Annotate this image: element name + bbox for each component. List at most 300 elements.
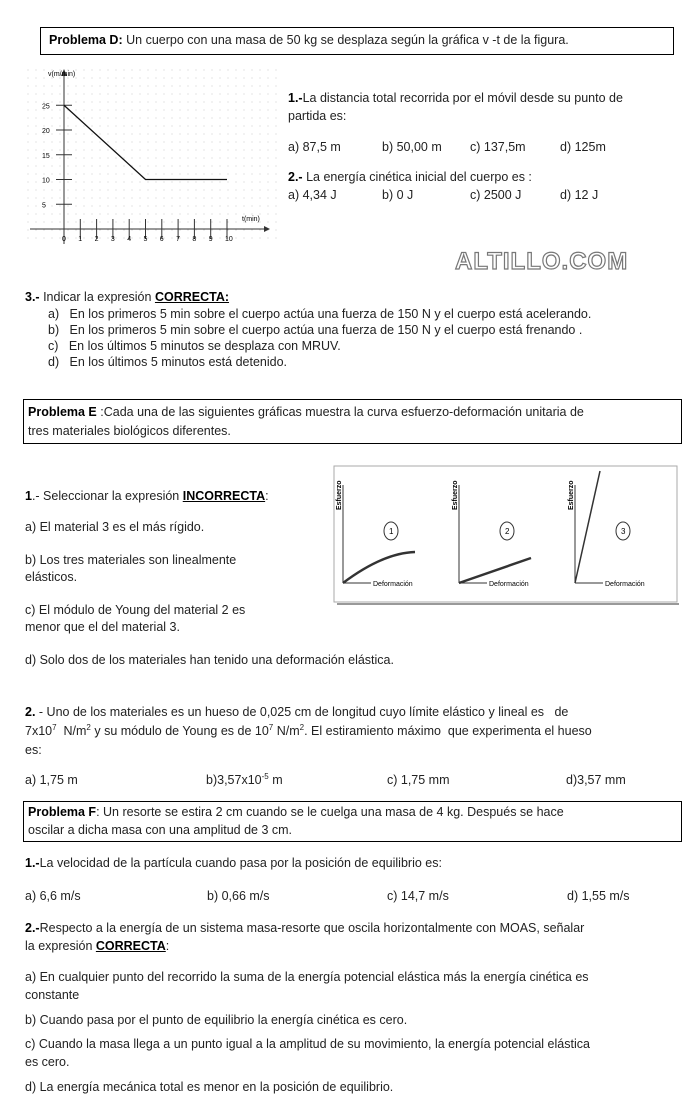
grid-dot <box>60 166 61 167</box>
grid-dot <box>140 102 141 103</box>
grid-dot <box>220 134 221 135</box>
grid-dot <box>156 78 157 79</box>
question-text <box>25 724 592 738</box>
grid-dot <box>204 238 205 239</box>
grid-dot <box>108 238 109 239</box>
q-number: 1.- <box>288 91 303 105</box>
grid-dot <box>124 102 125 103</box>
grid-dot <box>84 174 85 175</box>
grid-dot <box>28 198 29 199</box>
grid-dot <box>92 238 93 239</box>
grid-dot <box>124 198 125 199</box>
grid-dot <box>92 214 93 215</box>
grid-dot <box>188 182 189 183</box>
grid-dot <box>260 78 261 79</box>
grid-dot <box>28 174 29 175</box>
option-b: b) 50,00 m <box>382 140 442 154</box>
grid-dot <box>140 158 141 159</box>
grid-dot <box>180 126 181 127</box>
grid-dot <box>252 214 253 215</box>
grid-dot <box>132 238 133 239</box>
grid-dot <box>148 158 149 159</box>
grid-dot <box>172 70 173 71</box>
grid-dot <box>276 214 277 215</box>
grid-dot <box>60 190 61 191</box>
question-text: La energía cinética inicial del cuerpo es : <box>302 170 532 184</box>
grid-dot <box>76 158 77 159</box>
grid-dot <box>196 182 197 183</box>
grid-dot <box>212 206 213 207</box>
grid-dot <box>68 190 69 191</box>
grid-dot <box>172 78 173 79</box>
grid-dot <box>276 86 277 87</box>
grid-dot <box>84 142 85 143</box>
grid-dot <box>180 214 181 215</box>
grid-dot <box>108 126 109 127</box>
grid-dot <box>188 134 189 135</box>
grid-dot <box>228 182 229 183</box>
grid-dot <box>260 190 261 191</box>
grid-dot <box>236 222 237 223</box>
problem-e-text: :Cada una de las siguientes gráficas muestra la curva esfuerzo-deformación unitaria de <box>96 405 584 419</box>
grid-dot <box>196 142 197 143</box>
grid-dot <box>84 158 85 159</box>
grid-dot <box>196 206 197 207</box>
option-c: c) 2500 J <box>470 188 522 202</box>
grid-dot <box>92 166 93 167</box>
grid-dot <box>132 190 133 191</box>
y-axis-label: v(m/min) <box>48 71 76 78</box>
grid-dot <box>188 126 189 127</box>
grid-dot <box>204 214 205 215</box>
grid-dot <box>164 198 165 199</box>
grid-dot <box>84 118 85 119</box>
grid-dot <box>148 150 149 151</box>
grid-dot <box>180 222 181 223</box>
grid-dot <box>60 126 61 127</box>
grid-dot <box>140 238 141 239</box>
grid-dot <box>84 238 85 239</box>
grid-dot <box>172 198 173 199</box>
grid-dot <box>52 158 53 159</box>
grid-dot <box>212 134 213 135</box>
grid-dot <box>100 118 101 119</box>
grid-dot <box>164 166 165 167</box>
grid-dot <box>276 118 277 119</box>
grid-dot <box>132 230 133 231</box>
grid-dot <box>36 182 37 183</box>
grid-dot <box>36 86 37 87</box>
grid-dot <box>148 70 149 71</box>
grid-dot <box>124 174 125 175</box>
grid-dot <box>196 110 197 111</box>
grid-dot <box>36 150 37 151</box>
grid-dot <box>260 126 261 127</box>
stress-label: Esfuerzo <box>568 480 575 510</box>
grid-dot <box>124 94 125 95</box>
grid-dot <box>76 206 77 207</box>
grid-dot <box>76 126 77 127</box>
grid-dot <box>260 230 261 231</box>
grid-dot <box>236 190 237 191</box>
grid-dot <box>188 238 189 239</box>
grid-dot <box>244 182 245 183</box>
grid-dot <box>140 94 141 95</box>
grid-dot <box>172 110 173 111</box>
x-axis-arrow <box>264 226 270 232</box>
grid-dot <box>92 230 93 231</box>
grid-dot <box>76 86 77 87</box>
grid-dot <box>60 94 61 95</box>
grid-dot <box>220 174 221 175</box>
grid-dot <box>268 222 269 223</box>
grid-dot <box>268 206 269 207</box>
grid-dot <box>164 70 165 71</box>
x-tick-label: 1 <box>78 236 83 243</box>
grid-dot <box>172 230 173 231</box>
grid-dot <box>140 182 141 183</box>
grid-dot <box>228 142 229 143</box>
grid-dot <box>268 214 269 215</box>
grid-dot <box>236 238 237 239</box>
grid-dot <box>92 142 93 143</box>
grid-dot <box>220 158 221 159</box>
grid-dot <box>140 70 141 71</box>
t: b)3,57x10 <box>206 773 262 787</box>
grid-dot <box>156 158 157 159</box>
grid-dot <box>100 182 101 183</box>
grid-dot <box>260 182 261 183</box>
grid-dot <box>52 222 53 223</box>
grid-dot <box>220 94 221 95</box>
grid-dot <box>212 78 213 79</box>
grid-dot <box>204 174 205 175</box>
grid-dot <box>140 222 141 223</box>
grid-dot <box>36 206 37 207</box>
grid-dot <box>76 174 77 175</box>
grid-dot <box>108 198 109 199</box>
grid-dot <box>204 102 205 103</box>
grid-dot <box>108 142 109 143</box>
grid-dot <box>100 134 101 135</box>
grid-dot <box>28 118 29 119</box>
grid-dot <box>276 174 277 175</box>
grid-dot <box>60 86 61 87</box>
q-number: 1.- <box>25 856 40 870</box>
grid-dot <box>276 78 277 79</box>
grid-dot <box>28 94 29 95</box>
grid-dot <box>132 78 133 79</box>
grid-dot <box>44 198 45 199</box>
grid-dot <box>132 126 133 127</box>
grid-dot <box>76 110 77 111</box>
grid-dot <box>116 86 117 87</box>
grid-dot <box>220 142 221 143</box>
grid-dot <box>196 166 197 167</box>
grid-dot <box>116 70 117 71</box>
grid-dot <box>172 158 173 159</box>
question-text: - Uno de los materiales es un hueso de 0,025 cm de longitud cuyo límite elástico y lineal es de <box>35 705 569 719</box>
grid-dot <box>276 150 277 151</box>
option-d: d) En los últimos 5 minutos está detenido. <box>48 355 288 369</box>
grid-dot <box>68 94 69 95</box>
grid-dot <box>100 206 101 207</box>
grid-dot <box>76 230 77 231</box>
grid-dot <box>92 182 93 183</box>
q-number: 3.- <box>25 290 40 304</box>
grid-dot <box>228 206 229 207</box>
grid-dot <box>204 126 205 127</box>
grid-dot <box>132 222 133 223</box>
grid-dot <box>132 198 133 199</box>
grid-dot <box>76 118 77 119</box>
grid-dot <box>68 102 69 103</box>
grid-dot <box>220 166 221 167</box>
grid-dot <box>164 110 165 111</box>
grid-dot <box>156 190 157 191</box>
grid-dot <box>228 134 229 135</box>
grid-dot <box>268 238 269 239</box>
grid-dot <box>44 166 45 167</box>
option-b: b) 0,66 m/s <box>207 889 270 903</box>
grid-dot <box>252 206 253 207</box>
grid-dot <box>108 102 109 103</box>
emphasis: CORRECTA <box>95 939 166 953</box>
y-tick-label: 25 <box>42 103 50 111</box>
problem-f-box <box>23 801 682 842</box>
grid-dot <box>36 238 37 239</box>
grid-dot <box>132 142 133 143</box>
t: y su módulo de Young es de 10 <box>90 724 269 738</box>
grid-dot <box>220 110 221 111</box>
grid-dot <box>260 110 261 111</box>
grid-dot <box>156 214 157 215</box>
grid-dot <box>44 70 45 71</box>
grid-dot <box>268 158 269 159</box>
problem-f-title: Problema F <box>28 805 97 819</box>
grid-dot <box>188 86 189 87</box>
grid-dot <box>84 110 85 111</box>
grid-dot <box>52 142 53 143</box>
grid-dot <box>68 222 69 223</box>
grid-dot <box>76 78 77 79</box>
grid-dot <box>68 182 69 183</box>
material-label: 2 <box>505 527 510 536</box>
grid-dot <box>228 118 229 119</box>
grid-dot <box>276 190 277 191</box>
grid-dot <box>228 86 229 87</box>
grid-dot <box>148 166 149 167</box>
grid-dot <box>124 166 125 167</box>
grid-dot <box>100 70 101 71</box>
grid-dot <box>276 126 277 127</box>
q-number: 2. <box>25 705 36 719</box>
grid-dot <box>68 174 69 175</box>
grid-dot <box>188 190 189 191</box>
grid-dot <box>188 110 189 111</box>
grid-dot <box>236 214 237 215</box>
grid-dot <box>100 214 101 215</box>
grid-dot <box>148 230 149 231</box>
grid-dot <box>196 222 197 223</box>
grid-dot <box>84 78 85 79</box>
grid-dot <box>100 158 101 159</box>
grid-dot <box>236 110 237 111</box>
grid-dot <box>180 206 181 207</box>
grid-dot <box>228 198 229 199</box>
grid-dot <box>68 230 69 231</box>
grid-dot <box>220 126 221 127</box>
grid-dot <box>52 110 53 111</box>
grid-dot <box>124 86 125 87</box>
grid-dot <box>84 102 85 103</box>
grid-dot <box>108 86 109 87</box>
grid-dot <box>36 70 37 71</box>
grid-dot <box>108 214 109 215</box>
grid-dot <box>252 118 253 119</box>
grid-dot <box>140 230 141 231</box>
grid-dot <box>36 174 37 175</box>
grid-dot <box>228 150 229 151</box>
grid-dot <box>268 78 269 79</box>
option-a: a) 87,5 m <box>288 140 341 154</box>
grid-dot <box>44 222 45 223</box>
grid-dot <box>124 150 125 151</box>
grid-dot <box>92 134 93 135</box>
grid-dot <box>156 70 157 71</box>
grid-dot <box>244 78 245 79</box>
grid-dot <box>148 174 149 175</box>
grid-dot <box>220 222 221 223</box>
grid-dot <box>228 166 229 167</box>
grid-dot <box>244 86 245 87</box>
grid-dot <box>196 174 197 175</box>
grid-dot <box>68 150 69 151</box>
grid-dot <box>124 182 125 183</box>
grid-dot <box>156 238 157 239</box>
grid-dot <box>92 78 93 79</box>
grid-dot <box>180 102 181 103</box>
grid-dot <box>36 198 37 199</box>
grid-dot <box>276 230 277 231</box>
y-tick-label: 15 <box>42 152 50 160</box>
grid-dot <box>148 134 149 135</box>
grid-dot <box>100 86 101 87</box>
grid-dot <box>116 222 117 223</box>
grid-dot <box>132 150 133 151</box>
grid-dot <box>52 198 53 199</box>
grid-dot <box>188 78 189 79</box>
grid-dot <box>148 86 149 87</box>
grid-dot <box>172 190 173 191</box>
grid-dot <box>140 142 141 143</box>
grid-dot <box>140 206 141 207</box>
grid-dot <box>60 110 61 111</box>
grid-dot <box>52 166 53 167</box>
grid-dot <box>204 198 205 199</box>
grid-dot <box>196 126 197 127</box>
grid-dot <box>196 102 197 103</box>
grid-dot <box>92 190 93 191</box>
grid-dot <box>188 166 189 167</box>
t: N/m <box>273 724 300 738</box>
grid-dot <box>60 222 61 223</box>
grid-dot <box>44 150 45 151</box>
grid-dot <box>204 142 205 143</box>
grid-dot <box>156 102 157 103</box>
grid-dot <box>252 126 253 127</box>
grid-dot <box>60 150 61 151</box>
grid-dot <box>148 94 149 95</box>
grid-dot <box>212 142 213 143</box>
grid-dot <box>220 102 221 103</box>
grid-dot <box>132 214 133 215</box>
grid-dot <box>244 166 245 167</box>
grid-dot <box>116 126 117 127</box>
x-tick-label: 10 <box>225 236 233 243</box>
grid-dot <box>220 190 221 191</box>
x-tick-label: 7 <box>176 236 181 243</box>
grid-dot <box>84 86 85 87</box>
grid-dot <box>28 86 29 87</box>
grid-dot <box>148 222 149 223</box>
grid-dot <box>204 78 205 79</box>
grid-dot <box>84 150 85 151</box>
grid-dot <box>196 198 197 199</box>
grid-dot <box>148 190 149 191</box>
grid-dot <box>156 206 157 207</box>
grid-dot <box>180 174 181 175</box>
grid-dot <box>156 222 157 223</box>
grid-dot <box>100 190 101 191</box>
grid-dot <box>164 102 165 103</box>
grid-dot <box>180 230 181 231</box>
grid-dot <box>60 118 61 119</box>
grid-dot <box>60 158 61 159</box>
grid-dot <box>28 166 29 167</box>
grid-dot <box>220 214 221 215</box>
grid-dot <box>188 150 189 151</box>
grid-dot <box>236 158 237 159</box>
grid-dot <box>164 214 165 215</box>
grid-dot <box>212 86 213 87</box>
grid-dot <box>260 214 261 215</box>
grid-dot <box>92 174 93 175</box>
grid-dot <box>156 166 157 167</box>
grid-dot <box>44 118 45 119</box>
grid-dot <box>172 150 173 151</box>
grid-dot <box>220 150 221 151</box>
grid-dot <box>180 166 181 167</box>
option-c: menor que el del material 3. <box>25 620 180 634</box>
grid-dot <box>236 78 237 79</box>
grid-dot <box>172 102 173 103</box>
t: 7 <box>268 722 274 732</box>
grid-dot <box>44 174 45 175</box>
grid-dot <box>92 102 93 103</box>
grid-dot <box>28 182 29 183</box>
grid-dot <box>108 94 109 95</box>
grid-dot <box>124 214 125 215</box>
y-tick-label: 5 <box>42 202 46 210</box>
grid-dot <box>60 230 61 231</box>
grid-dot <box>124 134 125 135</box>
grid-dot <box>140 126 141 127</box>
option-a: a) En los primeros 5 min sobre el cuerpo actúa una fuerza de 150 N y el cuerpo está acelerando. <box>48 307 592 321</box>
strain-label: Deformación <box>605 581 645 588</box>
grid-dot <box>180 70 181 71</box>
grid-dot <box>140 86 141 87</box>
